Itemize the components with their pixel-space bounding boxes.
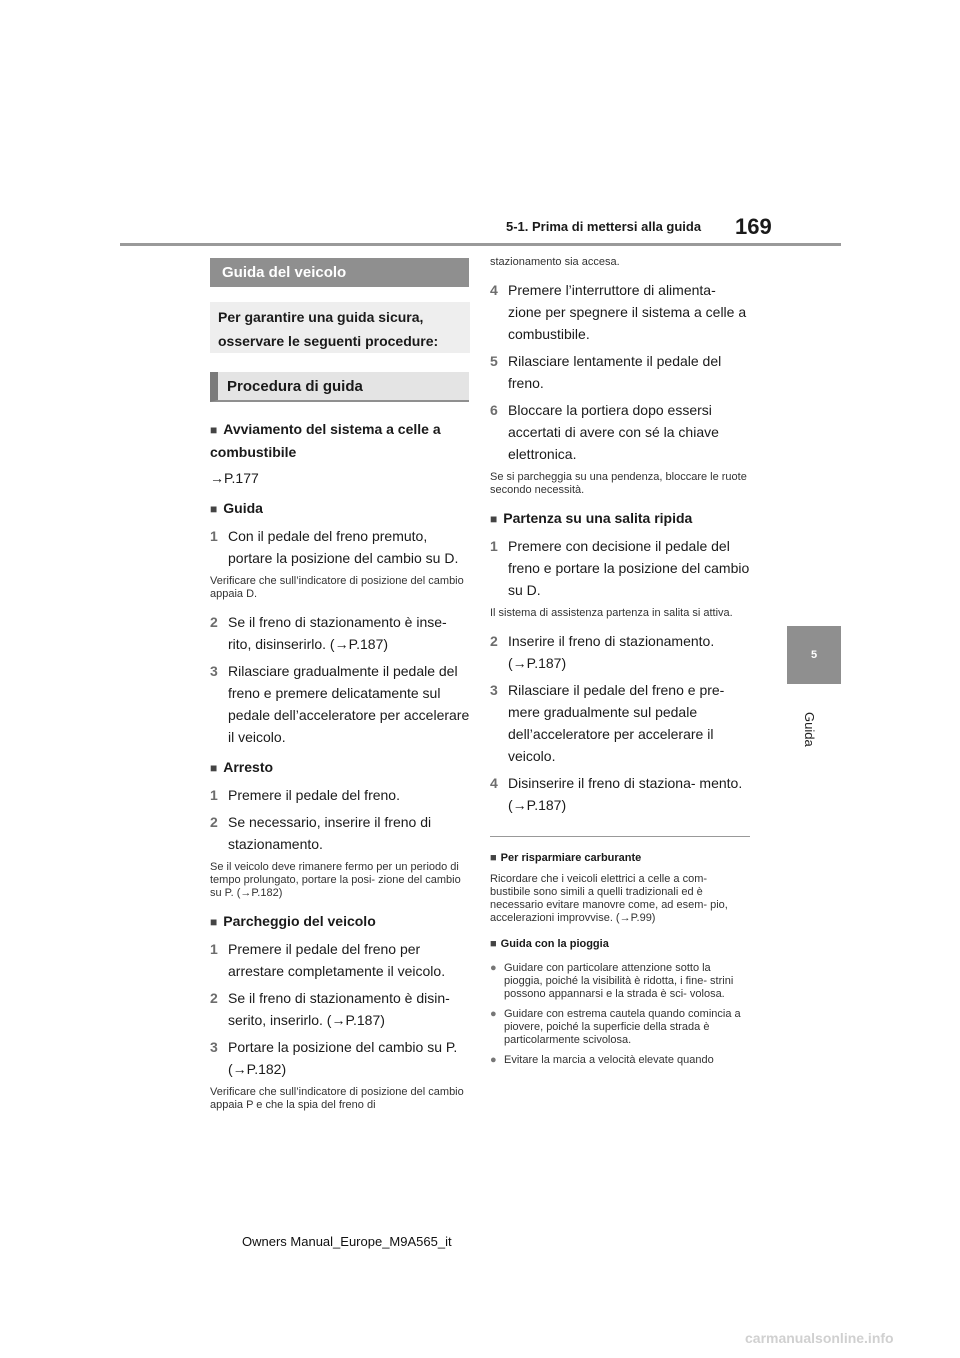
fuel-saving-text: Ricordare che i veicoli elettrici a celle a com- bustibile sono simili a quelli tradizionali ed è necessario evitare manovre come, ad esem- pio, accelerazioni improvvise. (→P.99) <box>490 873 728 924</box>
note: Verificare che sull’indicatore di posizione del cambio appaia P e che la spia del freno di <box>210 1086 464 1111</box>
footer-text: Owners Manual_Europe_M9A565_it <box>242 1234 452 1249</box>
step-item: 1 Con il pedale del freno premuto, portare la posizione del cambio su D. <box>210 528 459 566</box>
step-item: 2 Se il freno di stazionamento è disin- serito, inserirlo. (→P.187) <box>210 990 450 1028</box>
heading-rain: ■ Guida con la pioggia <box>490 933 750 955</box>
step-item: 3 Rilasciare gradualmente il pedale del freno e premere delicatamente sul pedale dell’acceleratore per accelerare il veicolo. <box>210 663 470 745</box>
heading-startup: ■ Avviamento del sistema a celle a combustibile <box>210 418 470 463</box>
bullet-item: ● Guidare con estrema cautela quando comincia a piovere, poiché la superficie della strada è particolarmente scivolosa. <box>490 1008 741 1046</box>
step-item: 2 Se necessario, inserire il freno di stazionamento. <box>210 814 432 852</box>
note: stazionamento sia accesa. <box>490 256 620 268</box>
right-column <box>490 256 750 1074</box>
heading-driving: ■ Guida <box>210 497 470 520</box>
bullet-item: ● Evitare la marcia a velocità elevate quando <box>490 1054 714 1066</box>
intro-box: Per garantire una guida sicura, osservare le seguenti procedure: <box>210 302 470 353</box>
procedure-title: Procedura di guida <box>210 372 469 402</box>
step-item: 3 Rilasciare il pedale del freno e pre- mere gradualmente sul pedale dell’acceleratore per accelerare il veicolo. <box>490 682 725 764</box>
step-item: 4 Disinserire il freno di staziona- mento. (→P.187) <box>490 775 743 813</box>
note: Il sistema di assistenza partenza in salita si attiva. <box>490 607 733 619</box>
header-rule <box>120 243 841 246</box>
page-reference: →P.177 <box>210 470 259 486</box>
step-item: 1 Premere il pedale del freno per arrestare completamente il veicolo. <box>210 941 446 979</box>
heading-parking: ■ Parcheggio del veicolo <box>210 910 470 933</box>
heading-hill-start: ■ Partenza su una salita ripida <box>490 507 750 530</box>
watermark: carmanualsonline.info <box>745 1330 894 1346</box>
step-item: 2 Se il freno di stazionamento è inse- rito, disinserirlo. (→P.187) <box>210 614 447 652</box>
step-item: 5 Rilasciare lentamente il pedale del freno. <box>490 353 722 391</box>
step-item: 1 Premere il pedale del freno. <box>210 787 400 803</box>
chapter-tab: 5 <box>787 626 841 684</box>
step-item: 3 Portare la posizione del cambio su P. (→P.182) <box>210 1039 458 1077</box>
note: Se il veicolo deve rimanere fermo per un periodo di tempo prolungato, portare la posi- zione del cambio su P. (→P.182) <box>210 861 461 899</box>
note: Se si parcheggia su una pendenza, bloccare le ruote secondo necessità. <box>490 471 747 496</box>
step-item: 1 Premere con decisione il pedale del freno e portare la posizione del cambio su D. <box>490 538 750 598</box>
step-item: 6 Bloccare la portiera dopo essersi accertati di avere con sé la chiave elettronica. <box>490 402 719 462</box>
note: Verificare che sull’indicatore di posizione del cambio appaia D. <box>210 575 464 600</box>
guide-title: Guida del veicolo <box>210 258 469 287</box>
heading-fuel-saving: ■ Per risparmiare carburante <box>490 847 750 869</box>
left-column <box>210 410 470 1122</box>
section-title: 5-1. Prima di mettersi alla guida <box>506 219 702 234</box>
step-item: 2 Inserire il freno di stazionamento. (→P.187) <box>490 633 715 671</box>
page-number: 169 <box>735 214 772 239</box>
divider <box>490 836 750 837</box>
chapter-label: Guida <box>802 712 817 747</box>
bullet-item: ● Guidare con particolare attenzione sotto la pioggia, poiché la visibilità è ridotta, i fine- strini possono appannarsi e la strada è sci- volosa. <box>490 962 734 1000</box>
heading-stopping: ■ Arresto <box>210 756 470 779</box>
step-item: 4 Premere l’interruttore di alimenta- zione per spegnere il sistema a celle a combustibile. <box>490 282 747 342</box>
